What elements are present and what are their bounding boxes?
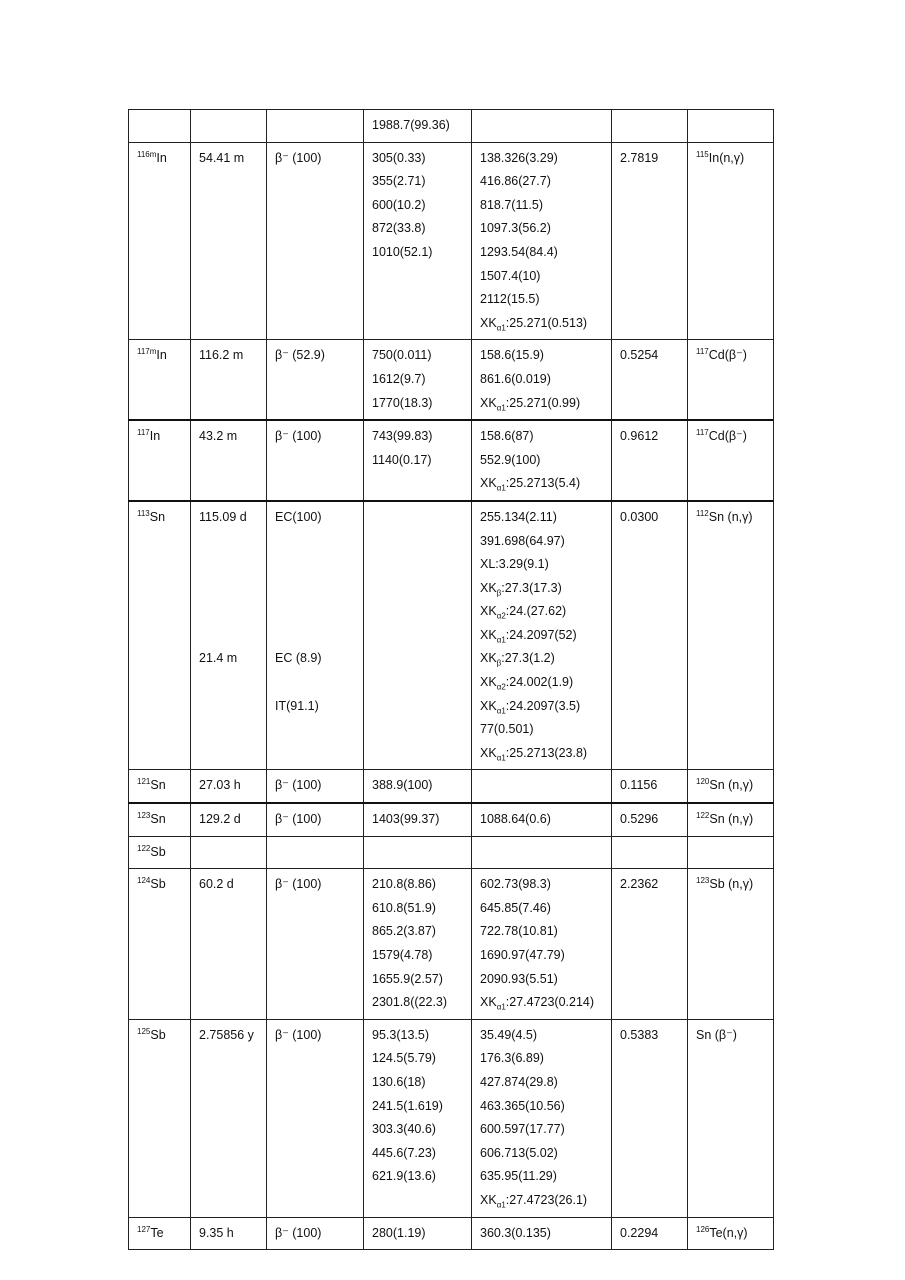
gamma-energy-cell (472, 110, 612, 143)
gamma-line (480, 1165, 603, 1189)
gamma-value: 391.698(64.97) (480, 533, 565, 548)
beta-energy-value: 124.5(5.79) (372, 1051, 436, 1066)
decay-mode-value (275, 624, 355, 648)
gamma-line (480, 742, 603, 766)
element-symbol: In (156, 150, 167, 165)
beta-energy-value: 743(99.83) (372, 429, 433, 444)
reaction-text: Sn (n,γ) (709, 812, 754, 827)
target-mass-number: 122 (696, 810, 710, 820)
half-life-value: 21.4 m (199, 651, 238, 666)
gamma-line (480, 147, 603, 171)
gamma-line (480, 718, 603, 742)
gamma-line (480, 944, 603, 968)
nuclide-cell (129, 142, 191, 340)
reaction-text: Te(n,γ) (709, 1225, 748, 1240)
gamma-line (480, 288, 603, 312)
beta-energy-value: 305(0.33) (372, 150, 426, 165)
gamma-line (480, 1047, 603, 1071)
half-life-cell (191, 836, 267, 869)
q-value-cell: 2.2362 (612, 869, 688, 1020)
xray-label: XK (480, 675, 497, 690)
gamma-value: 600.597(17.77) (480, 1122, 565, 1137)
decay-mode-cell (267, 836, 364, 869)
q-value-cell: 0.0300 (612, 501, 688, 770)
beta-energy-cell (364, 501, 472, 770)
beta-energy-value: 388.9(100) (372, 778, 433, 793)
decay-mode-cell (267, 1217, 364, 1250)
gamma-line (480, 392, 603, 416)
beta-energy-value: 130.6(18) (372, 1074, 426, 1089)
element-symbol: Sb (150, 877, 166, 892)
beta-energy-cell (364, 110, 472, 143)
half-life-value (199, 841, 258, 865)
q-value-cell: 2.7819 (612, 142, 688, 340)
element-symbol: In (156, 348, 167, 363)
decay-mode-value: β⁻ (100) (275, 877, 322, 892)
nuclide-cell (129, 1019, 191, 1217)
beta-energy-cell (364, 420, 472, 501)
decay-mode-value: IT(91.1) (275, 698, 319, 713)
table-row (129, 1019, 774, 1217)
beta-energy-cell (364, 869, 472, 1020)
target-mass-number: 117 (696, 347, 709, 357)
q-value-cell (612, 836, 688, 869)
gamma-line (480, 530, 603, 554)
mass-number: 123 (137, 810, 151, 820)
gamma-line (480, 968, 603, 992)
gamma-value: 158.6(15.9) (480, 348, 544, 363)
half-life-value (199, 530, 258, 554)
beta-energy-value: 445.6(7.23) (372, 1145, 436, 1160)
gamma-value: 818.7(11.5) (480, 197, 544, 212)
gamma-value: :24.(27.62) (505, 604, 567, 619)
decay-mode-cell (267, 869, 364, 1020)
gamma-value: 158.6(87) (480, 429, 534, 444)
gamma-line (480, 647, 603, 671)
xray-subscript: β (496, 658, 502, 668)
gamma-line (480, 577, 603, 601)
xray-label: XK (480, 698, 497, 713)
gamma-value: 360.3(0.135) (480, 1225, 551, 1240)
decay-mode-cell (267, 501, 364, 770)
element-symbol: In (149, 429, 161, 444)
half-life-value (199, 577, 258, 601)
nuclide-cell (129, 340, 191, 420)
gamma-line (480, 1222, 603, 1246)
beta-energy-value: 610.8(51.9) (372, 900, 436, 915)
decay-mode-value: β⁻ (100) (275, 812, 322, 827)
xray-label: XK (480, 627, 497, 642)
gamma-value: 1690.97(47.79) (480, 948, 565, 962)
gamma-line (480, 671, 603, 695)
decay-mode-value: β⁻ (100) (275, 429, 322, 444)
xray-label: XK (480, 604, 497, 619)
gamma-line (480, 808, 603, 832)
gamma-value: 35.49(4.5) (480, 1027, 537, 1042)
beta-energy-value: 95.3(13.5) (372, 1027, 429, 1042)
gamma-value: :24.002(1.9) (505, 675, 574, 690)
beta-energy-value: 1612(9.7) (372, 371, 426, 386)
reaction-text: Cd(β⁻) (708, 348, 747, 363)
element-symbol: Sb (150, 844, 166, 859)
element-symbol: Sn (150, 812, 166, 827)
beta-energy-value: 241.5(1.619) (372, 1098, 443, 1113)
reaction-text: Sn (n,γ) (709, 778, 754, 793)
half-life-value: 116.2 m (199, 348, 244, 363)
decay-mode-cell (267, 142, 364, 340)
gamma-value: 722.78(10.81) (480, 924, 558, 939)
nuclide-cell (129, 110, 191, 143)
gamma-line (480, 449, 603, 473)
gamma-value: :24.2097(52) (505, 627, 577, 642)
gamma-line (480, 368, 603, 392)
gamma-value: 861.6(0.019) (480, 371, 551, 386)
gamma-value: :27.4723(26.1) (505, 1192, 588, 1207)
gamma-value: 2090.93(5.51) (480, 971, 558, 986)
gamma-value: :27.3(17.3) (501, 580, 562, 595)
half-life-value (199, 624, 258, 648)
gamma-energy-cell (472, 770, 612, 803)
half-life-cell (191, 869, 267, 1020)
production-reaction-cell (688, 1217, 774, 1250)
q-value-cell: 0.2294 (612, 1217, 688, 1250)
beta-energy-cell (364, 836, 472, 869)
table-row (129, 803, 774, 836)
nuclide-cell (129, 803, 191, 836)
decay-mode-value (275, 671, 355, 695)
decay-mode-value (275, 114, 355, 138)
beta-energy-value: 303.3(40.6) (372, 1122, 436, 1137)
xray-subscript: α2 (496, 682, 506, 692)
gamma-line (480, 425, 603, 449)
gamma-energy-cell (472, 1217, 612, 1250)
xray-label: XK (480, 651, 497, 666)
decay-mode-value: β⁻ (100) (275, 1225, 322, 1240)
mass-number: 122 (137, 843, 151, 853)
nuclide-cell (129, 1217, 191, 1250)
gamma-line (480, 873, 603, 897)
decay-mode-value: β⁻ (100) (275, 778, 322, 793)
gamma-line (480, 920, 603, 944)
beta-energy-value: 1140(0.17) (372, 452, 432, 467)
half-life-cell (191, 420, 267, 501)
gamma-value: 1088.64(0.6) (480, 812, 551, 827)
production-reaction-cell (688, 501, 774, 770)
half-life-value: 43.2 m (199, 429, 238, 444)
reaction-text: Sb (n,γ) (709, 877, 754, 892)
beta-energy-value: 1403(99.37) (372, 812, 440, 827)
gamma-line (480, 897, 603, 921)
nuclide-data-table (128, 109, 774, 1250)
nuclide-cell (129, 770, 191, 803)
gamma-line (480, 553, 603, 577)
xray-subscript: α1 (496, 1002, 506, 1012)
target-mass-number: 112 (696, 508, 709, 518)
beta-energy-value: 2301.8((22.3) (372, 995, 448, 1010)
half-life-value (199, 553, 258, 577)
gamma-value: 1097.3(56.2) (480, 221, 551, 236)
production-reaction-cell (688, 803, 774, 836)
gamma-value: 463.365(10.56) (480, 1098, 565, 1113)
table-body (129, 110, 774, 1250)
xray-subscript: α1 (496, 403, 506, 413)
gamma-line (480, 1024, 603, 1048)
xray-label: XK (480, 745, 497, 760)
gamma-line (480, 217, 603, 241)
gamma-value: 1507.4(10) (480, 268, 541, 283)
decay-mode-value: β⁻ (100) (275, 150, 322, 165)
half-life-value: 54.41 m (199, 150, 245, 165)
half-life-value: 9.35 h (199, 1225, 234, 1240)
half-life-value: 2.75856 y (199, 1027, 254, 1042)
production-reaction-cell (688, 340, 774, 420)
gamma-value: :25.271(0.99) (505, 395, 581, 410)
decay-mode-value: β⁻ (100) (275, 1027, 322, 1042)
xray-subscript: α1 (496, 1200, 506, 1210)
gamma-value: 416.86(27.7) (480, 174, 551, 189)
gamma-line (480, 344, 603, 368)
gamma-value: 427.874(29.8) (480, 1074, 558, 1089)
half-life-cell (191, 340, 267, 420)
beta-energy-cell (364, 803, 472, 836)
table-row (129, 110, 774, 143)
gamma-energy-cell (472, 869, 612, 1020)
target-mass-number: 120 (696, 777, 710, 787)
beta-energy-value: 280(1.19) (372, 1225, 426, 1240)
gamma-line (480, 1118, 603, 1142)
gamma-energy-cell (472, 142, 612, 340)
production-reaction-cell (688, 770, 774, 803)
beta-energy-value: 600(10.2) (372, 197, 426, 212)
half-life-cell (191, 501, 267, 770)
gamma-value: :25.2713(23.8) (505, 745, 588, 760)
q-value-cell: 0.5383 (612, 1019, 688, 1217)
half-life-cell (191, 142, 267, 340)
gamma-energy-cell (472, 836, 612, 869)
mass-number: 127 (137, 1224, 151, 1234)
mass-number: 117 (137, 427, 150, 437)
production-reaction-cell (688, 142, 774, 340)
xray-subscript: α2 (496, 611, 506, 621)
gamma-line (480, 312, 603, 336)
gamma-line (480, 1142, 603, 1166)
decay-mode-cell (267, 770, 364, 803)
mass-number: 124 (137, 876, 151, 886)
beta-energy-cell (364, 770, 472, 803)
production-reaction-cell (688, 110, 774, 143)
beta-energy-value: 621.9(13.6) (372, 1169, 436, 1184)
element-symbol: Te (150, 1225, 164, 1240)
gamma-value: 255.134(2.11) (480, 509, 557, 524)
beta-energy-value: 1010(52.1) (372, 244, 433, 259)
xray-subscript: α1 (496, 483, 506, 493)
element-symbol: Sn (150, 778, 166, 793)
production-reaction-cell (688, 420, 774, 501)
production-reaction-cell (688, 869, 774, 1020)
gamma-value: 635.95(11.29) (480, 1169, 557, 1184)
decay-mode-value (275, 600, 355, 624)
q-value-cell (612, 110, 688, 143)
gamma-energy-cell (472, 420, 612, 501)
table-row (129, 1217, 774, 1250)
gamma-value: XL:3.29(9.1) (480, 557, 549, 572)
gamma-value: :25.2713(5.4) (505, 476, 581, 491)
mass-number: 125 (137, 1026, 151, 1036)
xray-subscript: α1 (496, 323, 506, 333)
half-life-cell (191, 1019, 267, 1217)
gamma-value: :27.4723(0.214) (505, 995, 595, 1010)
gamma-value: :25.271(0.513) (505, 315, 588, 330)
xray-subscript: α1 (496, 635, 506, 645)
table-row (129, 340, 774, 420)
gamma-energy-cell (472, 340, 612, 420)
gamma-value: 606.713(5.02) (480, 1145, 558, 1160)
half-life-value (199, 114, 258, 138)
decay-mode-value: EC (8.9) (275, 651, 322, 666)
decay-mode-value (275, 530, 355, 554)
table-row (129, 501, 774, 770)
mass-number: 116m (137, 149, 157, 159)
decay-mode-cell (267, 110, 364, 143)
reaction-text: In(n,γ) (708, 150, 745, 165)
beta-energy-value: 865.2(3.87) (372, 924, 436, 939)
gamma-value: 138.326(3.29) (480, 150, 558, 165)
decay-mode-cell (267, 803, 364, 836)
decay-mode-value (275, 553, 355, 577)
gamma-line (480, 506, 603, 530)
gamma-line (480, 241, 603, 265)
decay-mode-value: EC(100) (275, 509, 322, 524)
decay-mode-value (275, 841, 355, 865)
table-row (129, 836, 774, 869)
table-row (129, 142, 774, 340)
half-life-value (199, 600, 258, 624)
gamma-line (480, 624, 603, 648)
gamma-value: 552.9(100) (480, 452, 541, 467)
beta-energy-cell (364, 142, 472, 340)
gamma-value: :24.2097(3.5) (505, 698, 581, 713)
half-life-value: 60.2 d (199, 877, 234, 892)
xray-subscript: β (496, 588, 502, 598)
half-life-cell (191, 803, 267, 836)
decay-mode-value: β⁻ (52.9) (275, 348, 325, 363)
gamma-energy-cell (472, 803, 612, 836)
decay-mode-cell (267, 1019, 364, 1217)
q-value-cell: 0.5254 (612, 340, 688, 420)
beta-energy-value: 355(2.71) (372, 174, 426, 189)
table-row (129, 869, 774, 1020)
nuclide-cell (129, 501, 191, 770)
beta-energy-value: 210.8(8.86) (372, 877, 436, 892)
gamma-line (480, 991, 603, 1015)
xray-label: XK (480, 995, 497, 1010)
xray-label: XK (480, 315, 497, 330)
q-value-cell: 0.1156 (612, 770, 688, 803)
mass-number: 121 (137, 777, 151, 787)
decay-mode-value (275, 577, 355, 601)
beta-energy-value: 1655.9(2.57) (372, 971, 443, 986)
gamma-value: :27.3(1.2) (501, 651, 555, 666)
gamma-value: 2112(15.5) (480, 292, 540, 307)
q-value-cell: 0.5296 (612, 803, 688, 836)
half-life-value: 27.03 h (199, 778, 241, 793)
half-life-cell (191, 1217, 267, 1250)
mass-number: 113 (137, 508, 150, 518)
xray-subscript: α1 (496, 706, 506, 716)
decay-mode-cell (267, 340, 364, 420)
element-symbol: Sn (149, 509, 166, 524)
gamma-value: 645.85(7.46) (480, 900, 551, 915)
gamma-value: 1293.54(84.4) (480, 244, 558, 259)
beta-energy-value: 1988.7(99.36) (372, 118, 450, 132)
beta-energy-cell (364, 1217, 472, 1250)
half-life-value: 115.09 d (199, 509, 247, 524)
production-reaction-cell (688, 836, 774, 869)
gamma-line (480, 194, 603, 218)
mass-number: 117m (137, 347, 157, 357)
target-mass-number: 117 (696, 427, 709, 437)
production-reaction-cell (688, 1019, 774, 1217)
target-mass-number: 123 (696, 876, 710, 886)
beta-energy-value: 872(33.8) (372, 221, 426, 236)
nuclide-cell (129, 836, 191, 869)
table-row (129, 420, 774, 501)
beta-energy-value: 1770(18.3) (372, 395, 433, 410)
half-life-cell (191, 110, 267, 143)
xray-label: XK (480, 476, 497, 491)
target-mass-number: 115 (696, 149, 709, 159)
beta-energy-cell (364, 1019, 472, 1217)
reaction-text: Sn (β⁻) (696, 1027, 737, 1042)
gamma-line (480, 265, 603, 289)
q-value-cell: 0.9612 (612, 420, 688, 501)
gamma-value: 176.3(6.89) (480, 1051, 544, 1066)
decay-mode-cell (267, 420, 364, 501)
gamma-line (480, 1095, 603, 1119)
gamma-line (480, 1071, 603, 1095)
element-symbol: Sb (150, 1027, 166, 1042)
xray-label: XK (480, 580, 497, 595)
gamma-value: 77(0.501) (480, 722, 534, 737)
gamma-value: 602.73(98.3) (480, 877, 551, 892)
gamma-line (480, 1189, 603, 1213)
gamma-energy-cell (472, 501, 612, 770)
half-life-value: 129.2 d (199, 812, 241, 827)
nuclide-cell (129, 420, 191, 501)
gamma-energy-cell (472, 1019, 612, 1217)
target-mass-number: 126 (696, 1224, 710, 1234)
gamma-line (480, 170, 603, 194)
xray-label: XK (480, 1192, 497, 1207)
reaction-text: Cd(β⁻) (708, 429, 747, 444)
beta-energy-cell (364, 340, 472, 420)
beta-energy-value: 1579(4.78) (372, 948, 433, 962)
nuclide-cell (129, 869, 191, 1020)
half-life-cell (191, 770, 267, 803)
gamma-line (480, 600, 603, 624)
xray-label: XK (480, 395, 497, 410)
gamma-line (480, 695, 603, 719)
xray-subscript: α1 (496, 753, 506, 763)
reaction-text: Sn (n,γ) (708, 509, 753, 524)
beta-energy-value: 750(0.011) (372, 348, 432, 363)
gamma-line (480, 472, 603, 496)
table-row (129, 770, 774, 803)
